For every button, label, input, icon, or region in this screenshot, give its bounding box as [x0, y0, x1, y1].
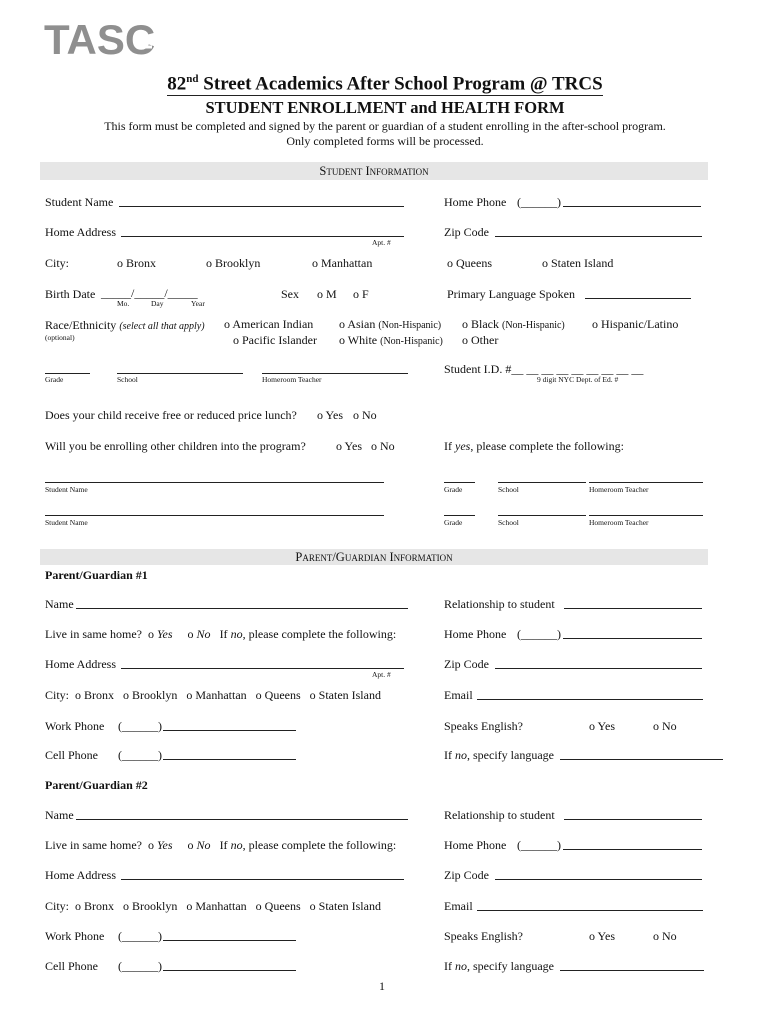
g2-english-no[interactable]: o No [653, 929, 677, 943]
g2-home-phone-label: Home Phone [444, 838, 507, 852]
sibling2-school-caption: School [498, 518, 519, 527]
student-id-field[interactable]: __ __ __ __ __ __ __ __ __ [511, 362, 644, 376]
sibling2-name-caption: Student Name [45, 518, 88, 527]
g1-specify-language-label [444, 748, 554, 763]
g1-english-no[interactable]: o No [653, 719, 677, 733]
g2-name-field[interactable] [76, 819, 408, 820]
g2-specify-language-label [444, 959, 554, 974]
race-option-hispanic[interactable]: o Hispanic/Latino [592, 317, 679, 331]
g1-cell-phone-field[interactable] [163, 759, 296, 760]
race-option-other[interactable]: o Other [462, 333, 499, 347]
g2-relationship-label: Relationship to student [444, 808, 555, 822]
race-black-note: (Non-Hispanic) [502, 320, 565, 331]
g2-cell-phone-field[interactable] [163, 970, 296, 971]
g2-work-phone-field[interactable] [163, 940, 296, 941]
sex-label: Sex [281, 287, 299, 301]
g1-live-yes[interactable]: o Yes [147, 627, 173, 641]
sibling2-school-field[interactable] [498, 515, 586, 516]
guardian1-heading: Parent/Guardian #1 [45, 568, 148, 582]
apt-caption: Apt. # [372, 238, 391, 247]
program-title [0, 73, 770, 96]
guardian2-heading: Parent/Guardian #2 [45, 778, 148, 792]
g1-apt-caption: Apt. # [372, 670, 391, 679]
lunch-no[interactable]: o No [353, 408, 377, 422]
g1-zip-field[interactable] [495, 668, 702, 669]
zip-label: Zip Code [444, 225, 489, 239]
title-sup: nd [186, 73, 199, 85]
student-name-label: Student Name [45, 195, 114, 209]
sibling1-school-caption: School [498, 485, 519, 494]
g2-home-address-field[interactable] [121, 879, 404, 880]
birth-day-caption: Day [151, 299, 164, 308]
race-label-text: Race/Ethnicity [45, 318, 117, 332]
birth-year-caption: Year [191, 299, 205, 308]
g1-home-phone-area: (______) [517, 627, 561, 641]
g2-if: If [219, 838, 228, 852]
race-option-black[interactable] [462, 317, 565, 332]
student-id-text: Student I.D. # [444, 362, 512, 376]
g1-work-phone-field[interactable] [163, 730, 296, 731]
g1-specify-if: If [444, 748, 452, 762]
race-option-pacific-islander[interactable]: o Pacific Islander [233, 333, 317, 347]
intro-line-2: Only completed forms will be processed. [286, 134, 484, 148]
g2-name-label: Name [45, 808, 74, 822]
g1-work-phone-label: Work Phone [45, 719, 105, 733]
home-address-label: Home Address [45, 225, 116, 239]
intro-line-1: This form must be completed and signed by the parent or guardian of a student enrolling in the after-school program. [104, 119, 666, 133]
g1-complete: , please complete the following: [242, 627, 397, 641]
g1-work-phone-area: (______) [118, 719, 162, 733]
g1-cell-phone-label: Cell Phone [45, 748, 98, 762]
g2-live-question [45, 838, 396, 853]
g2-complete: , please complete the following: [242, 838, 397, 852]
g1-email-label: Email [444, 688, 473, 702]
lunch-yes[interactable]: o Yes [317, 408, 344, 422]
g2-home-phone-field[interactable] [563, 849, 702, 850]
race-white-text: o White [339, 333, 378, 347]
siblings-question: Will you be enrolling other children into the program? [45, 439, 306, 453]
logo-text: TASC [44, 16, 156, 62]
page-number: 1 [379, 979, 385, 993]
birth-date-field[interactable]: _____/_____/_____ [101, 286, 198, 300]
homeroom-field[interactable] [262, 373, 408, 374]
tasc-logo-graphic [44, 14, 164, 62]
siblings-yes-word: yes [455, 439, 471, 453]
g1-live-no[interactable]: o No [187, 627, 211, 641]
sex-option-m[interactable]: o M [317, 287, 337, 301]
race-black-text: o Black [462, 317, 499, 331]
g2-email-label: Email [444, 899, 473, 913]
g1-live-question [45, 627, 396, 642]
language-field[interactable] [585, 298, 691, 299]
sibling1-name-caption: Student Name [45, 485, 88, 494]
g1-speaks-english-label: Speaks English? [444, 719, 523, 733]
g2-home-address-label: Home Address [45, 868, 116, 882]
g2-specify-no: no [455, 959, 467, 973]
city-option-manhattan[interactable]: o Manhattan [312, 256, 373, 270]
siblings-if: If [444, 439, 452, 453]
birth-date-label: Birth Date [45, 287, 96, 301]
sibling1-homeroom-field[interactable] [589, 482, 703, 483]
sibling1-grade-caption: Grade [444, 485, 463, 494]
g1-home-phone-label: Home Phone [444, 627, 507, 641]
race-asian-text: o Asian [339, 317, 376, 331]
school-field[interactable] [117, 373, 243, 374]
g1-no-word: no [230, 627, 243, 641]
g2-specify-language-field[interactable] [560, 970, 704, 971]
race-optional: (optional) [45, 333, 75, 342]
g2-zip-label: Zip Code [444, 868, 489, 882]
race-option-american-indian[interactable]: o American Indian [224, 317, 314, 331]
title-number: 82 [167, 73, 187, 95]
g1-if: If [219, 627, 228, 641]
sibling2-grade-field[interactable] [444, 515, 475, 516]
student-name-field[interactable] [119, 206, 404, 207]
form-subtitle: STUDENT ENROLLMENT and HEALTH FORM [205, 98, 565, 117]
g1-relationship-field[interactable] [564, 608, 702, 609]
sibling2-grade-caption: Grade [444, 518, 463, 527]
city-label: City: [45, 256, 70, 270]
g1-english-yes[interactable]: o Yes [589, 719, 616, 733]
city-option-staten-island[interactable]: o Staten Island [542, 256, 614, 270]
student-info-heading: Student Information [40, 162, 708, 180]
g1-cell-phone-area: (______) [118, 748, 162, 762]
race-asian-note: (Non-Hispanic) [378, 320, 442, 331]
sibling1-grade-field[interactable] [444, 482, 475, 483]
g1-relationship-label: Relationship to student [444, 597, 555, 611]
school-caption: School [117, 375, 138, 384]
siblings-rest: , please complete the following: [470, 439, 624, 453]
g1-email-field[interactable] [477, 699, 703, 700]
sibling2-name-field[interactable] [45, 515, 384, 516]
race-label [45, 318, 205, 333]
g1-home-phone-field[interactable] [563, 638, 702, 639]
siblings-yes[interactable]: o Yes [336, 439, 363, 453]
g1-home-address-field[interactable] [121, 668, 404, 669]
zip-field[interactable] [495, 236, 702, 237]
g2-zip-field[interactable] [495, 879, 702, 880]
race-white-note: (Non-Hispanic) [380, 336, 443, 347]
birth-month-caption: Mo. [117, 299, 130, 308]
g2-cell-phone-label: Cell Phone [45, 959, 98, 973]
sibling2-homeroom-field[interactable] [589, 515, 703, 516]
title-rest: Street Academics After School Program @ TRCS [198, 73, 603, 95]
home-address-field[interactable] [121, 236, 404, 237]
g2-english-yes[interactable]: o Yes [589, 929, 616, 943]
home-phone-area: (______) [517, 195, 561, 209]
g1-specify-language-field[interactable] [560, 759, 723, 760]
siblings-no[interactable]: o No [371, 439, 395, 453]
city-option-queens[interactable]: o Queens [447, 256, 492, 270]
g1-home-address-label: Home Address [45, 657, 116, 671]
race-option-asian[interactable] [339, 317, 441, 332]
parent-info-heading: Parent/Guardian Information [40, 549, 708, 565]
g2-live-text: Live in same home? [45, 838, 142, 852]
g2-specify-rest: , specify language [467, 959, 554, 973]
sibling1-name-field[interactable] [45, 482, 384, 483]
sibling1-homeroom-caption: Homeroom Teacher [589, 485, 649, 494]
g2-work-phone-label: Work Phone [45, 929, 105, 943]
lunch-question: Does your child receive free or reduced price lunch? [45, 408, 297, 422]
g2-no-word: no [230, 838, 243, 852]
grade-caption: Grade [45, 375, 64, 384]
g2-live-yes[interactable]: o Yes [147, 838, 173, 852]
g1-zip-label: Zip Code [444, 657, 489, 671]
g1-city-options[interactable]: City: o Bronx o Brooklyn o Manhattan o Queens o Staten Island [45, 688, 381, 702]
tasc-logo [44, 14, 164, 62]
sibling2-homeroom-caption: Homeroom Teacher [589, 518, 649, 527]
g1-specify-rest: , specify language [467, 748, 554, 762]
g2-home-phone-area: (______) [517, 838, 561, 852]
city-option-bronx[interactable]: o Bronx [117, 256, 156, 270]
siblings-instruction [444, 439, 624, 454]
grade-field[interactable] [45, 373, 90, 374]
g1-name-field[interactable] [76, 608, 408, 609]
g2-speaks-english-label: Speaks English? [444, 929, 523, 943]
race-option-white[interactable] [339, 333, 443, 348]
g2-specify-if: If [444, 959, 452, 973]
homeroom-caption: Homeroom Teacher [262, 375, 322, 384]
g1-name-label: Name [45, 597, 74, 611]
g1-specify-no: no [455, 748, 467, 762]
sibling1-school-field[interactable] [498, 482, 586, 483]
g1-live-text: Live in same home? [45, 627, 142, 641]
g2-live-no[interactable]: o No [187, 838, 211, 852]
g2-relationship-field[interactable] [564, 819, 702, 820]
home-phone-label: Home Phone [444, 195, 507, 209]
city-option-brooklyn[interactable]: o Brooklyn [206, 256, 261, 270]
student-id-caption: 9 digit NYC Dept. of Ed. # [537, 375, 619, 384]
g2-work-phone-area: (______) [118, 929, 162, 943]
sex-option-f[interactable]: o F [353, 287, 369, 301]
g2-city-options[interactable]: City: o Bronx o Brooklyn o Manhattan o Queens o Staten Island [45, 899, 381, 913]
g2-cell-phone-area: (______) [118, 959, 162, 973]
language-label: Primary Language Spoken [447, 287, 575, 301]
race-note: (select all that apply) [119, 321, 205, 332]
home-phone-field[interactable] [563, 206, 701, 207]
g2-email-field[interactable] [477, 910, 703, 911]
